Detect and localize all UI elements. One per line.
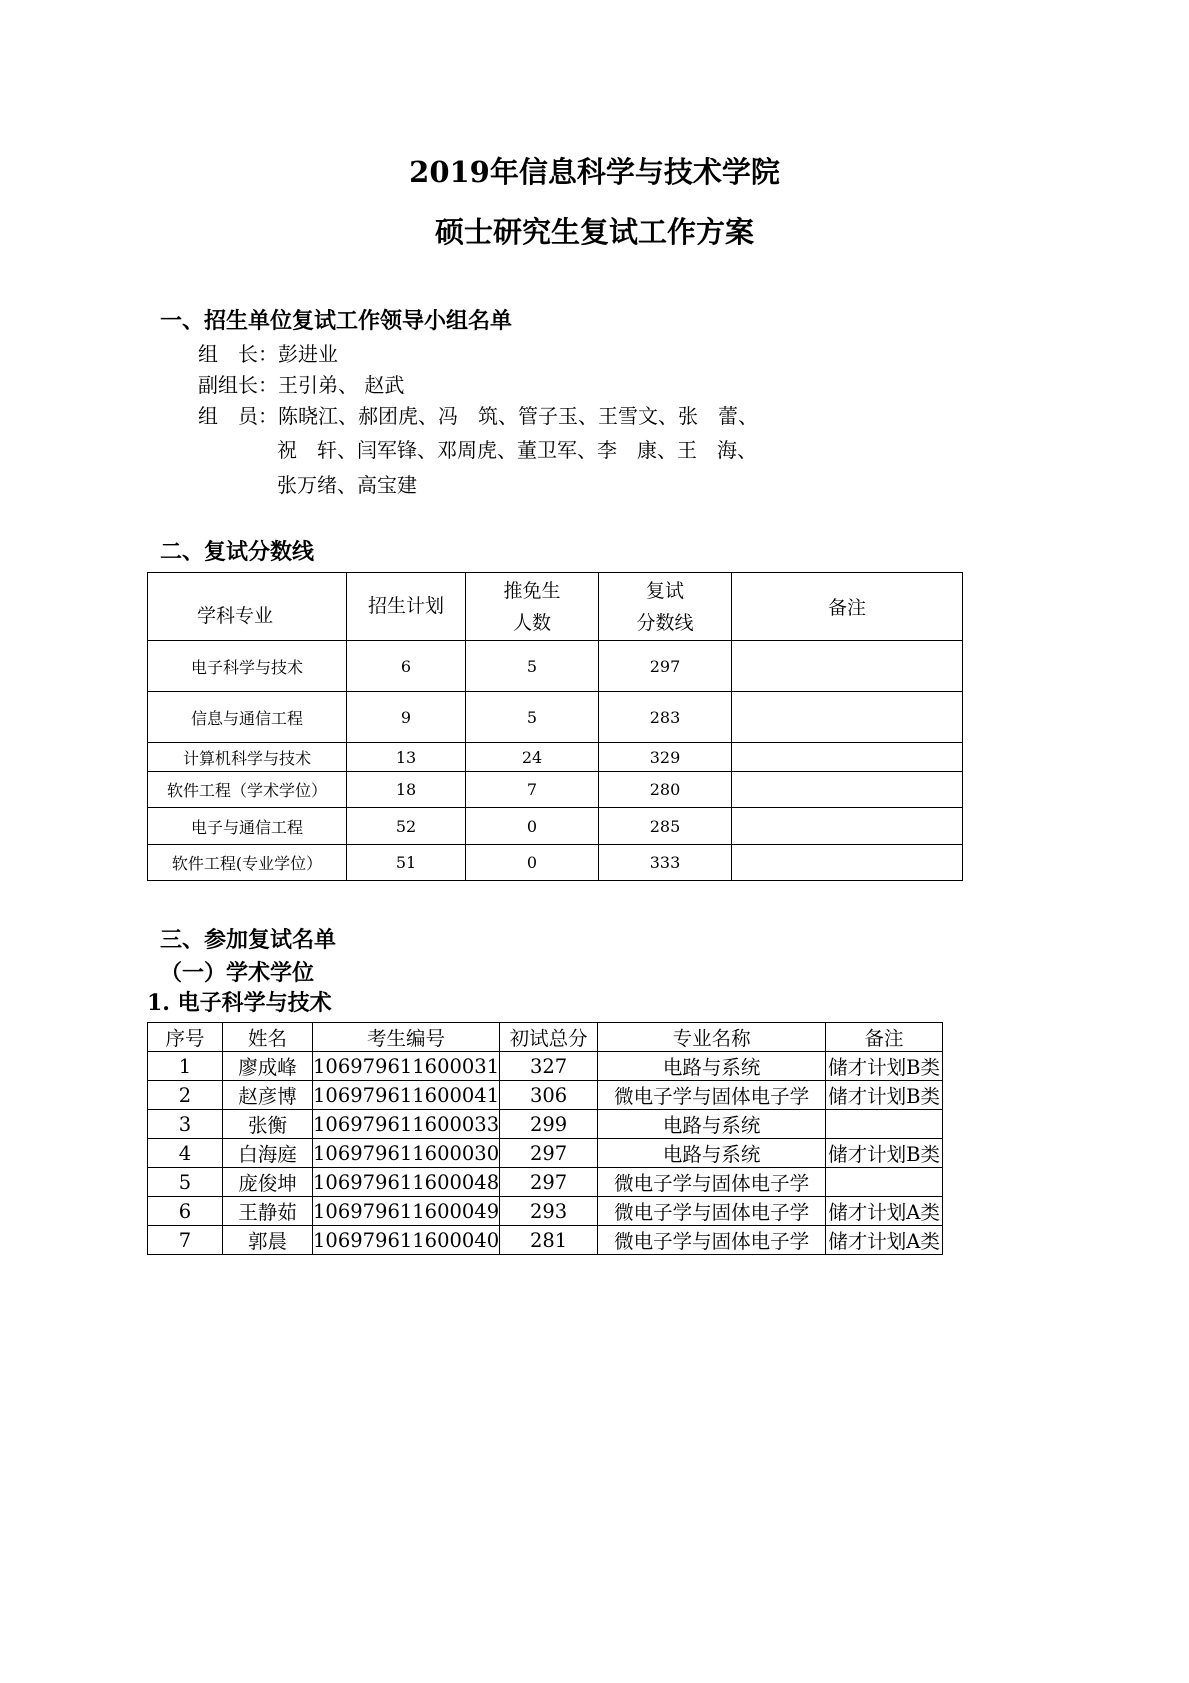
members-line-1: 陈晓江、郝团虎、冯 筑、管子玉、王雪文、张 蕾、 <box>278 404 758 428</box>
cell-major: 微电子学与固体电子学 <box>598 1197 826 1226</box>
cell-score: 281 <box>500 1226 598 1255</box>
cell-plan: 9 <box>347 692 466 743</box>
table-header-row <box>148 573 963 641</box>
cell-major: 电路与系统 <box>598 1052 826 1081</box>
table-row <box>148 641 963 692</box>
cell-no: 7 <box>148 1226 223 1255</box>
vice-leader-row <box>198 369 404 398</box>
cell-plan: 18 <box>347 772 466 808</box>
col-note-label: 备注 <box>827 597 866 619</box>
academic-degree-heading: （一）学术学位 <box>160 960 315 986</box>
leader-label: 组 长： <box>198 342 278 366</box>
cell-plan: 6 <box>347 641 466 692</box>
vice-names: 王引弟、 赵武 <box>278 373 405 397</box>
cell-id: 106979611600041 <box>313 1081 500 1110</box>
table-row <box>148 743 963 772</box>
cell-id: 106979611600031 <box>313 1052 500 1081</box>
table-row <box>148 1110 943 1139</box>
table-row <box>148 1168 943 1197</box>
cell-line: 283 <box>599 692 732 743</box>
cell-note <box>732 743 963 772</box>
col-exempt-line2: 人数 <box>512 611 551 634</box>
table-header-row <box>148 1023 943 1052</box>
cell-name: 张衡 <box>223 1110 313 1139</box>
members-line-3: 张万绪、高宝建 <box>277 473 417 497</box>
vice-label: 副组长： <box>198 373 278 397</box>
section2-heading: 二、复试分数线 <box>160 539 315 565</box>
table-row <box>148 808 963 845</box>
leader-name: 彭进业 <box>278 342 338 366</box>
cell-subject: 电子科学与技术 <box>148 641 347 692</box>
col-major: 专业名称 <box>598 1023 826 1052</box>
cell-exempt: 0 <box>466 808 599 845</box>
cell-note <box>732 845 963 881</box>
table-row <box>148 845 963 881</box>
col-plan <box>347 573 466 641</box>
cell-subject: 计算机科学与技术 <box>148 743 347 772</box>
cell-plan: 52 <box>347 808 466 845</box>
section3-heading: 三、参加复试名单 <box>160 927 337 953</box>
cell-name: 庞俊坤 <box>223 1168 313 1197</box>
cell-note <box>732 641 963 692</box>
col-name: 姓名 <box>223 1023 313 1052</box>
cell-note <box>826 1168 943 1197</box>
cell-exempt: 7 <box>466 772 599 808</box>
cell-line: 333 <box>599 845 732 881</box>
col-line-line2: 分数线 <box>636 611 694 634</box>
table-row <box>148 692 963 743</box>
col-plan-label: 招生计划 <box>367 595 444 617</box>
cell-subject: 信息与通信工程 <box>148 692 347 743</box>
cell-exempt: 24 <box>466 743 599 772</box>
cell-note: 储才计划A类 <box>826 1226 943 1255</box>
cell-plan: 13 <box>347 743 466 772</box>
cell-major: 微电子学与固体电子学 <box>598 1168 826 1197</box>
members-label: 组 员： <box>198 404 278 428</box>
cell-id: 106979611600030 <box>313 1139 500 1168</box>
col-line-line1: 复试 <box>645 579 684 602</box>
col-note: 备注 <box>826 1023 943 1052</box>
members-line-2: 祝 轩、闫军锋、邓周虎、董卫军、李 康、王 海、 <box>277 438 757 462</box>
cell-id: 106979611600049 <box>313 1197 500 1226</box>
table-row <box>148 1081 943 1110</box>
table-row <box>148 1139 943 1168</box>
col-exempt-line1: 推免生 <box>503 579 561 602</box>
page-subtitle: 硕士研究生复试工作方案 <box>434 215 754 249</box>
cell-major: 电路与系统 <box>598 1139 826 1168</box>
cell-plan: 51 <box>347 845 466 881</box>
cell-id: 106979611600048 <box>313 1168 500 1197</box>
candidate-list-table <box>147 1022 943 1255</box>
table-row <box>148 1197 943 1226</box>
cell-no: 4 <box>148 1139 223 1168</box>
subject-heading: 1. 电子科学与技术 <box>147 990 332 1016</box>
cell-id: 106979611600033 <box>313 1110 500 1139</box>
col-id: 考生编号 <box>313 1023 500 1052</box>
col-note <box>732 573 963 641</box>
cell-subject: 电子与通信工程 <box>148 808 347 845</box>
cell-subject: 软件工程(专业学位） <box>148 845 347 881</box>
cell-note: 储才计划B类 <box>826 1052 943 1081</box>
cell-exempt: 5 <box>466 641 599 692</box>
cell-name: 王静茹 <box>223 1197 313 1226</box>
col-no: 序号 <box>148 1023 223 1052</box>
cell-line: 329 <box>599 743 732 772</box>
cell-line: 285 <box>599 808 732 845</box>
col-score: 初试总分 <box>500 1023 598 1052</box>
cell-note: 储才计划B类 <box>826 1081 943 1110</box>
cell-score: 297 <box>500 1139 598 1168</box>
cell-no: 3 <box>148 1110 223 1139</box>
cell-score: 293 <box>500 1197 598 1226</box>
col-subject <box>148 573 347 641</box>
score-line-table <box>147 572 963 881</box>
cell-id: 106979611600040 <box>313 1226 500 1255</box>
cell-note: 储才计划A类 <box>826 1197 943 1226</box>
cell-score: 297 <box>500 1168 598 1197</box>
table-row <box>148 772 963 808</box>
cell-no: 6 <box>148 1197 223 1226</box>
cell-exempt: 0 <box>466 845 599 881</box>
cell-major: 电路与系统 <box>598 1110 826 1139</box>
cell-line: 280 <box>599 772 732 808</box>
cell-exempt: 5 <box>466 692 599 743</box>
cell-note: 储才计划B类 <box>826 1139 943 1168</box>
cell-subject: 软件工程（学术学位） <box>148 772 347 808</box>
col-subject-label: 学科专业 <box>196 605 273 627</box>
table-row <box>148 1052 943 1081</box>
cell-line: 297 <box>599 641 732 692</box>
cell-major: 微电子学与固体电子学 <box>598 1081 826 1110</box>
cell-note <box>732 692 963 743</box>
cell-score: 306 <box>500 1081 598 1110</box>
cell-no: 2 <box>148 1081 223 1110</box>
cell-note <box>732 772 963 808</box>
col-line <box>599 573 732 641</box>
cell-no: 1 <box>148 1052 223 1081</box>
cell-name: 廖成峰 <box>223 1052 313 1081</box>
col-exempt <box>466 573 599 641</box>
cell-score: 327 <box>500 1052 598 1081</box>
cell-score: 299 <box>500 1110 598 1139</box>
leader-row <box>198 338 338 367</box>
cell-major: 微电子学与固体电子学 <box>598 1226 826 1255</box>
page-title: 2019年信息科学与技术学院 <box>409 155 780 189</box>
cell-note <box>826 1110 943 1139</box>
table-row <box>148 1226 943 1255</box>
section1-heading: 一、招生单位复试工作领导小组名单 <box>160 308 513 334</box>
cell-name: 白海庭 <box>223 1139 313 1168</box>
cell-no: 5 <box>148 1168 223 1197</box>
cell-note <box>732 808 963 845</box>
cell-name: 郭晨 <box>223 1226 313 1255</box>
members-row <box>198 400 758 429</box>
cell-name: 赵彦博 <box>223 1081 313 1110</box>
